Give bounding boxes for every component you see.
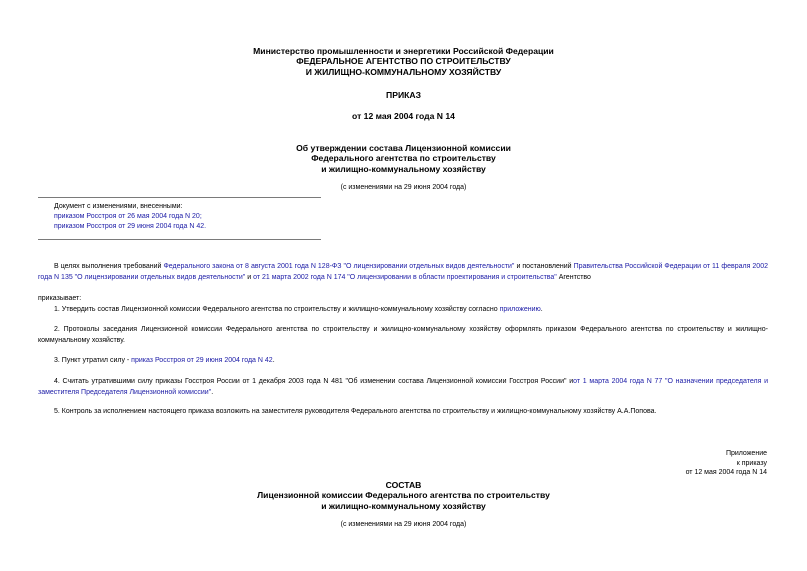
item-3-text: 3. Пункт утратил силу - [54,357,132,364]
header-block [0,46,807,77]
amend-note: (с изменениями на 29 июня 2004 года) [340,184,467,191]
preamble-text-4: Агентство [556,273,591,281]
preamble-text-3: и [245,273,254,281]
preamble-paragraph [38,262,768,283]
orders-label: приказывает: [38,295,82,302]
appendix-block [686,449,767,478]
agency-name-line1: ФЕДЕРАЛЬНОЕ АГЕНТСТВО ПО СТРОИТЕЛЬСТВУ [296,56,511,67]
doc-title-line2: Федерального агентства по строительству [311,153,496,164]
order-77-link[interactable]: от 1 марта 2004 года N 77 "О назначении председателя и заместителя Председателя Лицензионной комиссии" [38,378,768,396]
item-4-text: 4. Считать утратившими силу приказы Госстроя России от 1 декабря 2003 года N 481 "Об изменении состава Лицензионной комиссии Госстроя России" и [54,378,574,385]
divider-top [38,197,321,198]
item-2: 2. Протоколы заседания Лицензионной комиссии Федерального агентства по строительству и жилищно-коммунальному хозяйству оформлять приказом Федерального агентства по строительству и жилищно-коммунальному хозяйству. [38,326,768,344]
appendix-link[interactable]: приложению [499,306,541,313]
government-decree-174-link[interactable]: от 21 марта 2002 года N 174 "О лицензировании в области проектирования и строительства" [253,273,557,281]
change-link-2[interactable]: приказом Росстроя от 29 июня 2004 года N 42. [54,223,207,230]
composition-title: СОСТАВ [385,480,422,490]
doc-date: от 12 мая 2004 года N 14 [352,111,455,121]
order-42-link[interactable]: приказ Росстроя от 29 июня 2004 года N 42 [131,357,273,364]
doc-title-line3: и жилищно-коммунальному хозяйству [321,163,486,174]
government-decree-135-link[interactable]: Правительства Российской Федерации от 11 февраля 2002 года N 135 "О лицензировании отдельных видов деятельности" [38,263,768,281]
doc-type: ПРИКАЗ [386,90,421,100]
item-1 [38,305,768,316]
federal-law-link[interactable]: Федерального закона от 8 августа 2001 года N 128-ФЗ "О лицензировании отдельных видов деятельности" [163,263,515,270]
ministry-name: Министерство промышленности и энергетики Российской Федерации [253,46,554,56]
item-5: 5. Контроль за исполнением настоящего приказа возложить на заместителя руководителя Федерального агентства по строительству и жилищно-коммунальному хозяйству А.А.Попова. [54,408,657,415]
composition-line2: и жилищно-коммунальному хозяйству [321,500,486,511]
divider-bottom [38,239,321,240]
item-1-end: . [540,306,543,313]
item-4 [38,377,768,398]
composition-amend-note: (с изменениями на 29 июня 2004 года) [340,521,467,528]
changes-block [54,202,206,232]
appendix-line3: от 12 мая 2004 года N 14 [685,469,767,476]
item-3 [38,356,768,367]
appendix-line2: к приказу [736,459,767,467]
preamble-text-2: и постановлений [514,263,574,270]
doc-title-line1: Об утверждении состава Лицензионной комиссии [296,143,511,153]
item-4-end: . [211,388,214,396]
change-link-1[interactable]: приказом Росстроя от 26 мая 2004 года N 20; [54,213,202,220]
item-3-end: . [272,357,275,364]
changes-label: Документ с изменениями, внесенными: [54,203,183,210]
appendix-line1: Приложение [725,450,767,457]
composition-title-block [0,480,807,511]
preamble-text-1: В целях выполнения требований [54,263,164,270]
item-1-text: 1. Утвердить состав Лицензионной комиссии Федерального агентства по строительству и жилищно-коммунальному хозяйству согласно [54,306,500,313]
composition-line1: Лицензионной комиссии Федерального агентства по строительству [257,490,550,501]
doc-title [0,143,807,174]
agency-name-line2: И ЖИЛИЩНО-КОММУНАЛЬНОМУ ХОЗЯЙСТВУ [305,66,502,77]
